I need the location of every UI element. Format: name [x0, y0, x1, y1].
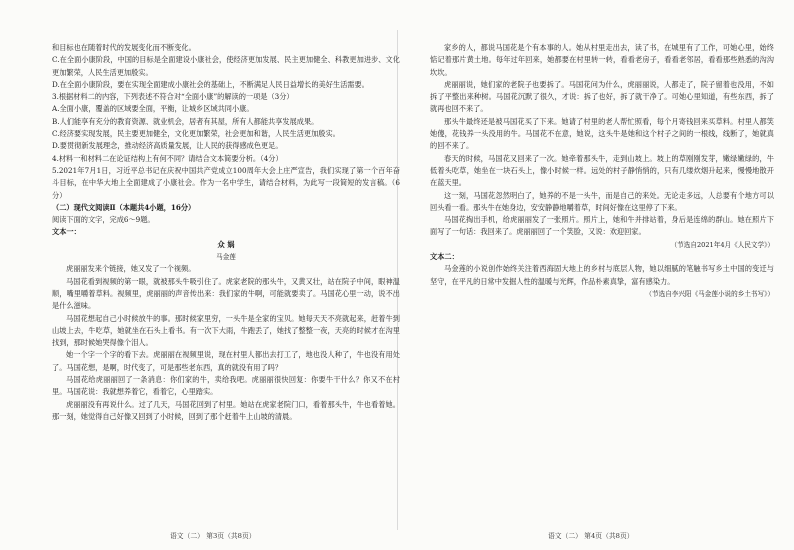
story-paragraph: 那头牛最终还是被马国花买了下来。她请了村里的老人帮忙照看，每个月寄钱回来买草料。村里人都笑她傻，花钱养一头没用的牛。马国花不在意，她说，这头牛是她和这个村子之间的一根线，线断了，她就真的回不来了。: [430, 116, 774, 151]
story-paragraph: 虎丽丽没有再说什么。过了几天，马国花回到了村里。她站在虎家老院门口，看着那头牛，牛也看着她。那一刻，她觉得自己好像又回到了小时候，回到了那个赶着牛上山坡的清晨。: [52, 399, 400, 421]
story-paragraph: 家乡的人，都说马国花是个有本事的人。她从村里走出去，读了书，在城里有了工作，可她心里，始终惦记着那片黄土地。每年过年回来，她都要在村里转一转，看看老房子，看看老邻居，看看那些熟悉的沟沟坎坎。: [430, 43, 774, 77]
text2-source: （节选自李兴阳《马金莲小说的乡土书写》）: [645, 289, 774, 298]
q3-option-b: B.人们能享有充分的教育资源、就业机会，居者有其屋，所有人都能共享发展成果。: [52, 116, 319, 126]
right-page: [430, 42, 774, 300]
instruction: 阅读下面的文字，完成6～9题。: [52, 215, 155, 225]
story-paragraph: 马国花掏出手机，给虎丽丽发了一张照片。照片上，她和牛并排站着，身后是连绵的群山。她在照片下面写了一句话：我回来了。虎丽丽回了一个笑脸，又说：欢迎回家。: [430, 215, 774, 237]
story-paragraph: 她一个字一个字的看下去。虎丽丽在视频里说，现在村里人都出去打工了，地也没人种了，牛也没有用处了。马国花想，是啊，时代变了，可是那些老东西，真的就没有用了吗？: [52, 350, 400, 372]
story-paragraph: 春天的时候，马国花又回来了一次。她牵着那头牛，走到山坡上。坡上的草刚刚发芽，嫩绿嫩绿的，牛低着头吃草，她坐在一块石头上，像小时候一样。远处的村子静悄悄的，只有几缕炊烟升起来，慢慢地散开在蓝天里。: [430, 153, 774, 188]
q3-option-d: D.要贯彻新发展理念，推动经济高质量发展，让人民的获得感成色更足。: [52, 141, 283, 151]
footer-right: 语文（二） 第4页（共8页）: [548, 532, 634, 540]
text1-label: 文本一：: [52, 227, 81, 237]
left-page: [52, 42, 400, 423]
story-paragraph: 马国花想起自己小时候放牛的事。那时候家里穷，一头牛是全家的宝贝。她每天天不亮就起来，赶着牛到山坡上去，牛吃草，她就坐在石头上看书。有一次下大雨，牛跑丢了，她找了整整一夜，天亮的时候才在沟里找到，那时候她哭得像个泪人。: [52, 313, 400, 348]
question-3: 3.根据材料二的内容，下列表述不符合对“全面小康”的解读的一项是（3分）: [52, 92, 294, 102]
question-4: 4.材料一和材料二在论证结构上有何不同？请结合文本简要分析。（4分）: [52, 153, 283, 163]
story-author: 马金莲: [216, 253, 236, 262]
question-5: 5.2021年7月1日，习近平总书记在庆祝中国共产党成立100周年大会上庄严宣告，我们实现了第一个百年奋斗目标，在中华大地上全面建成了小康社会。作为一名中学生，请结合材料，为此写一段简短的发言稿。（6分）: [52, 165, 400, 200]
text2-label: 文本二：: [430, 252, 459, 262]
story-paragraph: 虎丽丽发来个链接，她又发了一个视频。: [66, 264, 196, 274]
option-d: D.在全面小康阶段，要在实现全面建成小康社会的基础上，不断满足人民日益增长的美好生活需要。: [52, 79, 369, 89]
story-paragraph: 虎丽丽说，她们家的老院子也要拆了。马国花问为什么，虎丽丽说，人都走了，院子留着也没用，不如拆了平整出来种树。马国花沉默了很久，才说：拆了也好，拆了就干净了。可她心里知道，有些东西，拆了就再也回不来了。: [430, 79, 774, 114]
story-source: （节选自2021年4月《人民文学》）: [670, 240, 774, 249]
text2-paragraph: 马金莲的小说创作始终关注着西海固大地上的乡村与底层人物，她以细腻的笔触书写乡土中国的变迁与坚守，在平凡的日常中发掘人性的温暖与光辉，作品朴素真挚，富有感染力。: [430, 264, 774, 286]
paragraph: 和目标也在随着时代的发展变化而不断变化。: [52, 43, 196, 52]
footer-left: 语文（二） 第3页（共8页）: [170, 532, 256, 540]
story-paragraph: 马国花给虎丽丽回了一条消息：你们家的牛，卖给我吧。虎丽丽很快回复：你要牛干什么？你又不在村里。马国花说：我就想养着它，看着它，心里踏实。: [52, 375, 400, 397]
q3-option-c: C.经济要实现发展，民主要更加健全，文化更加繁荣，社会更加和谐，人民生活更加殷实。: [52, 129, 340, 139]
option-c: C.在全面小康阶段，中国的目标是全面建设小康社会，使经济更加发展、民主更加健全、科教更加进步、文化更加繁荣，人民生活更加殷实。: [52, 55, 400, 77]
section-heading: （二）现代文阅读Ⅱ（本题共4小题，16分）: [52, 202, 196, 212]
story-paragraph: 这一刻，马国花忽然明白了，她养的不是一头牛，而是自己的来处。无论走多远，人总要有个地方可以回头看一看。那头牛在她身边，安安静静地嚼着草，时间好像在这里停了下来。: [430, 190, 774, 212]
story-title: 众 娲: [217, 239, 235, 249]
story-paragraph: 马国花看到视频的第一眼，就被那头牛吸引住了。虎家老院的那头牛，又黄又壮，站在院子中间，眼神温顺，嘴里嚼着草料。视频里，虎丽丽的声音传出来：我们家的牛啊，可能就要卖了。马国花心里一动，说不出是什么滋味。: [52, 276, 400, 311]
q3-option-a: A.全面小康，覆盖的区域要全面，平衡，让城乡区域共同小康。: [52, 104, 254, 114]
